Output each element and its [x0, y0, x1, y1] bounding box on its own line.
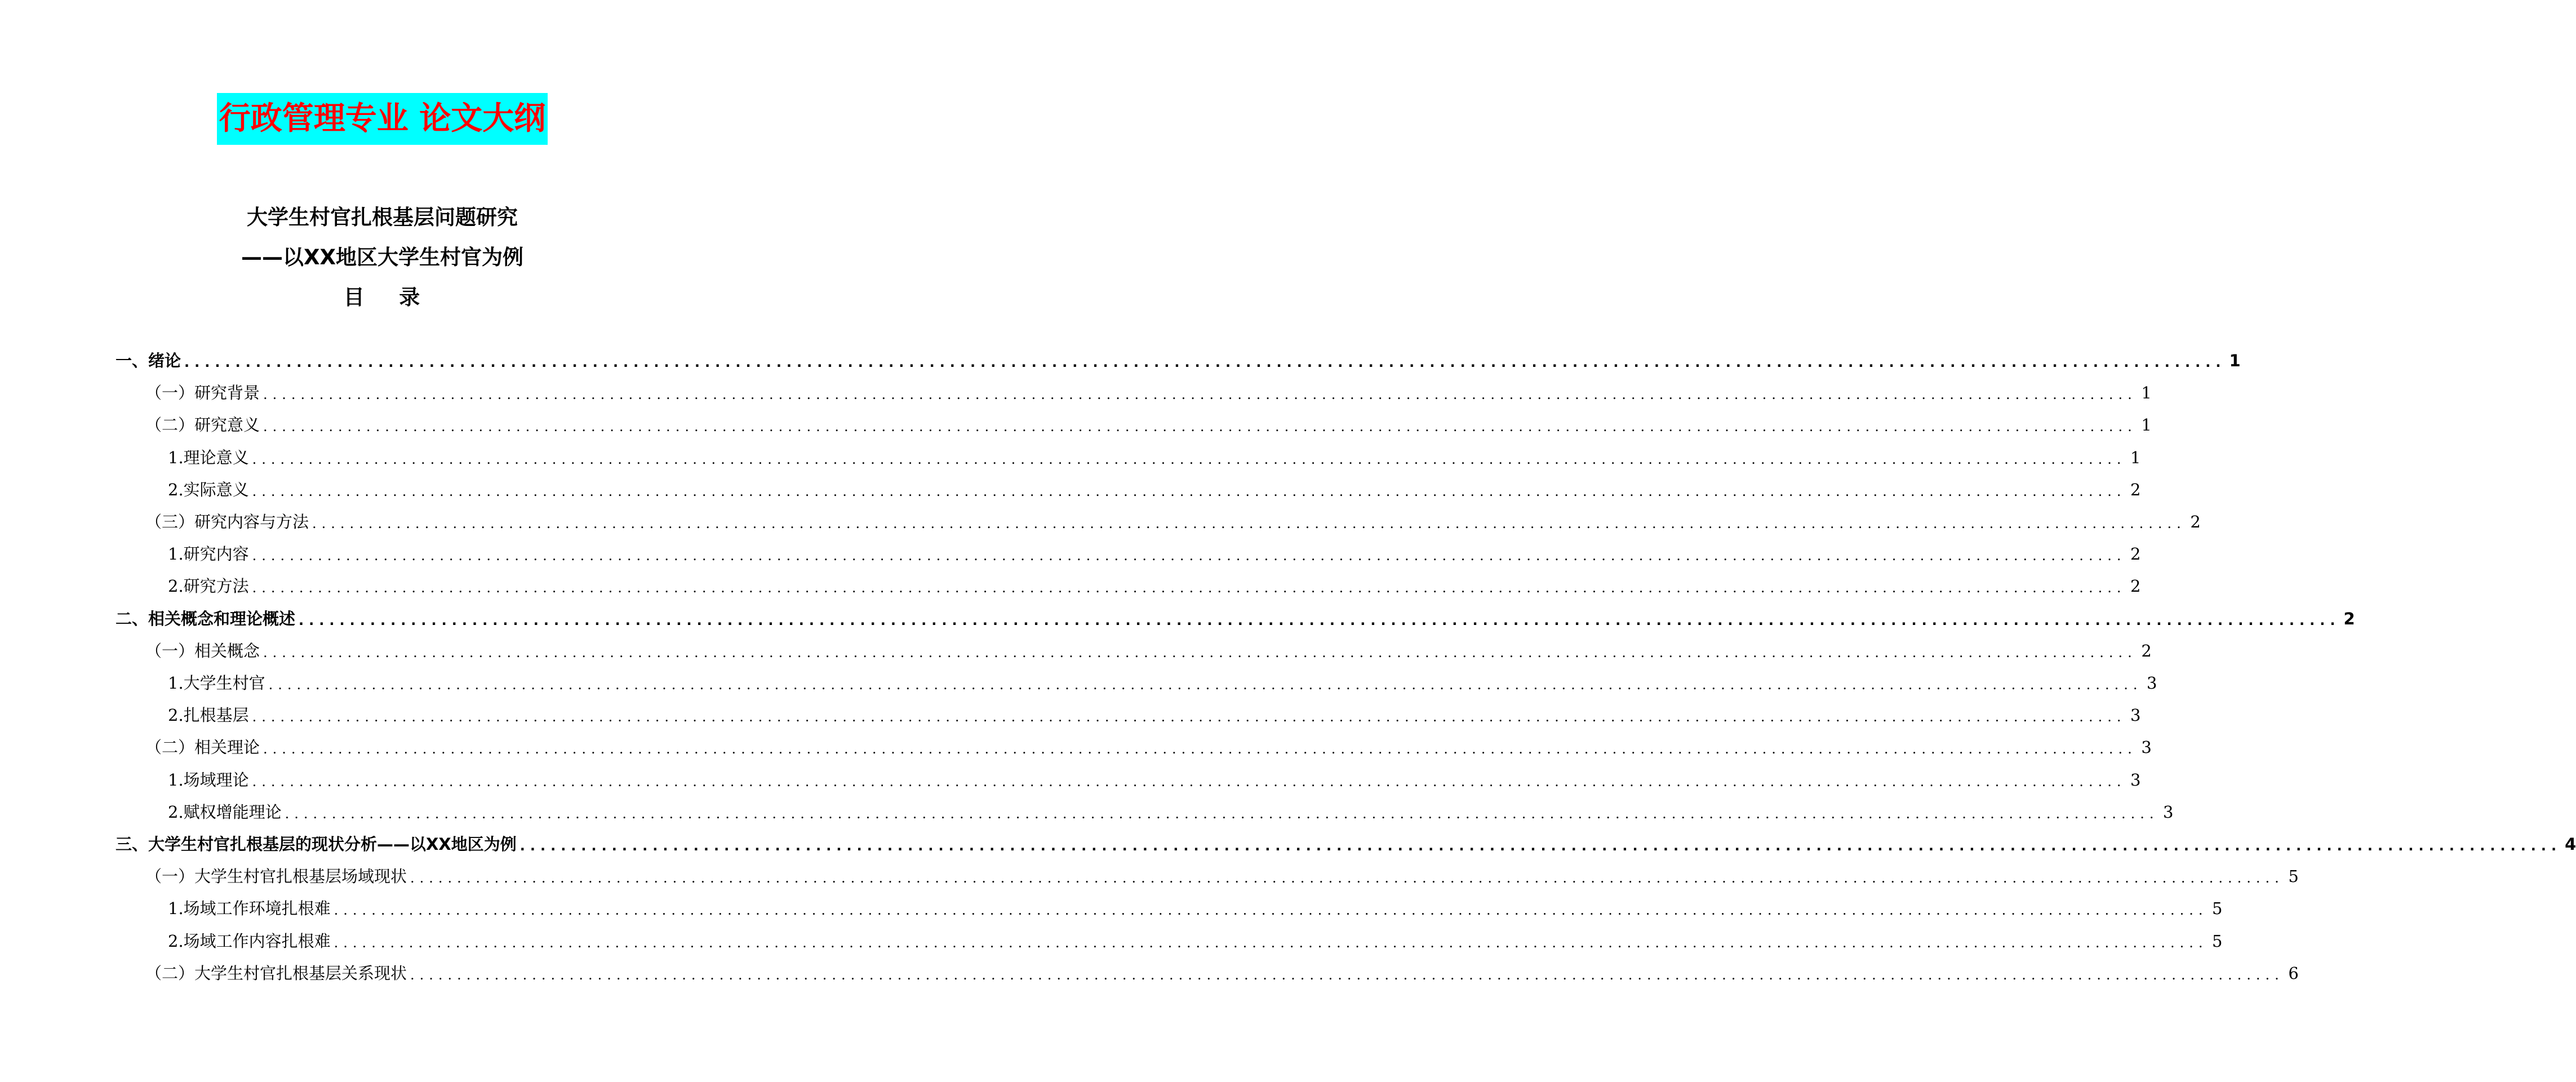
- toc-entry-label: （三）研究内容与方法: [145, 512, 309, 531]
- toc-entry-label: 2.扎根基层: [168, 706, 249, 725]
- toc-page-number: 2: [2130, 544, 2141, 564]
- toc-dot-leader: ........................................................................................................................................................................................................: [184, 354, 2226, 370]
- toc-entry[interactable]: [145, 736, 2152, 759]
- toc-entry[interactable]: [116, 607, 2355, 630]
- toc-entry[interactable]: [116, 833, 2576, 855]
- toc-dot-leader: ........................................................................................................................................................................................................: [299, 612, 2340, 628]
- toc-dot-leader: ........................................................................................................................................................................................................: [410, 966, 2284, 983]
- toc-page-number: 2: [2190, 512, 2201, 531]
- toc-page-number: 2: [2130, 480, 2141, 499]
- toc-dot-leader: ........................................................................................................................................................................................................: [410, 870, 2284, 886]
- toc-entry-label: （二）相关理论: [145, 738, 260, 757]
- toc-heading: 目 录: [343, 285, 421, 309]
- toc-entry[interactable]: [145, 640, 2152, 662]
- toc-dot-leader: ........................................................................................................................................................................................................: [285, 805, 2159, 822]
- toc-entry[interactable]: [145, 962, 2299, 985]
- toc-entry[interactable]: [145, 382, 2152, 404]
- toc-page-number: 2: [2130, 577, 2141, 596]
- toc-entry-label: （一）大学生村官扎根基层场域现状: [145, 867, 407, 886]
- toc-entry[interactable]: [145, 865, 2299, 888]
- toc-dot-leader: ........................................................................................................................................................................................................: [312, 516, 2186, 531]
- toc-entry-label: 1.场域工作环境扎根难: [168, 899, 331, 919]
- toc-page-number: 1: [2229, 351, 2241, 370]
- toc-entry[interactable]: [168, 769, 2141, 791]
- toc-page-number: 3: [2130, 770, 2141, 790]
- toc-dot-leader: ........................................................................................................................................................................................................: [263, 387, 2137, 403]
- toc-page-number: 2: [2141, 641, 2152, 660]
- toc-dot-leader: ........................................................................................................................................................................................................: [334, 934, 2208, 951]
- paper-subtitle: ——以XX地区大学生村官为例: [241, 245, 524, 269]
- document-banner: 行政管理专业 论文大纲: [217, 93, 548, 145]
- toc-entry[interactable]: [168, 897, 2223, 920]
- toc-entry[interactable]: [168, 446, 2141, 469]
- toc-entry[interactable]: [168, 543, 2141, 565]
- toc-page-number: 5: [2212, 931, 2223, 951]
- toc-page-number: 5: [2288, 867, 2299, 886]
- toc-entry-label: （一）研究背景: [145, 383, 260, 403]
- paper-title: 大学生村官扎根基层问题研究: [247, 205, 518, 229]
- toc-entry[interactable]: [168, 575, 2141, 597]
- toc-entry-label: 三、大学生村官扎根基层的现状分析——以XX地区为例: [116, 835, 517, 854]
- toc-entry-label: 2.赋权增能理论: [168, 802, 282, 822]
- toc-entry-label: 2.场域工作内容扎根难: [168, 931, 331, 951]
- toc-entry[interactable]: [116, 349, 2241, 372]
- toc-page-number: 3: [2141, 738, 2152, 757]
- toc-entry-label: （二）研究意义: [145, 415, 260, 435]
- toc-entry-label: 二、相关概念和理论概述: [116, 609, 296, 628]
- toc-page-number: 3: [2147, 673, 2157, 693]
- banner-wrap: [0, 93, 765, 145]
- toc-page-number: 1: [2141, 383, 2152, 403]
- toc-page-number: 6: [2288, 963, 2299, 983]
- toc-dot-leader: ........................................................................................................................................................................................................: [519, 838, 2562, 854]
- toc-dot-leader: ........................................................................................................................................................................................................: [252, 709, 2126, 725]
- toc-entry-label: 一、绪论: [116, 351, 181, 370]
- toc-dot-leader: ........................................................................................................................................................................................................: [263, 644, 2137, 660]
- toc-entry-label: 1.理论意义: [168, 447, 249, 467]
- toc-dot-leader: ........................................................................................................................................................................................................: [252, 548, 2126, 564]
- toc-entry-label: 1.场域理论: [168, 770, 249, 790]
- toc-dot-leader: ........................................................................................................................................................................................................: [263, 741, 2137, 757]
- toc-entry-label: 1.研究内容: [168, 544, 249, 564]
- toc-page-number: 1: [2141, 415, 2152, 435]
- toc-entry-label: 2.实际意义: [168, 480, 249, 499]
- toc-entry[interactable]: [168, 930, 2223, 952]
- toc-entry-label: 1.大学生村官: [168, 673, 265, 693]
- toc-dot-leader: ........................................................................................................................................................................................................: [268, 677, 2143, 693]
- toc-entry-label: （一）相关概念: [145, 641, 260, 660]
- toc-entry[interactable]: [145, 414, 2152, 436]
- toc-dot-leader: ........................................................................................................................................................................................................: [334, 902, 2208, 919]
- toc-page-number: 4: [2565, 835, 2576, 854]
- toc-page-number: 3: [2130, 706, 2141, 725]
- toc-entry[interactable]: [168, 704, 2141, 726]
- toc-entry[interactable]: [168, 672, 2157, 694]
- toc-entry[interactable]: [168, 478, 2141, 501]
- toc-dot-leader: ........................................................................................................................................................................................................: [252, 483, 2126, 499]
- toc-entry-label: （二）大学生村官扎根基层关系现状: [145, 963, 407, 983]
- toc-entry[interactable]: [168, 801, 2174, 823]
- toc-dot-leader: ........................................................................................................................................................................................................: [252, 773, 2126, 790]
- toc-page-number: 2: [2343, 609, 2355, 628]
- toc-page-number: 1: [2130, 447, 2141, 467]
- toc-dot-leader: ........................................................................................................................................................................................................: [263, 419, 2137, 435]
- toc-page-number: 3: [2163, 802, 2174, 822]
- toc-dot-leader: ........................................................................................................................................................................................................: [252, 580, 2126, 596]
- toc-page-number: 5: [2212, 899, 2223, 919]
- toc-entry-label: 2.研究方法: [168, 577, 249, 596]
- toc-entry[interactable]: [145, 511, 2201, 533]
- toc-dot-leader: ........................................................................................................................................................................................................: [252, 451, 2126, 467]
